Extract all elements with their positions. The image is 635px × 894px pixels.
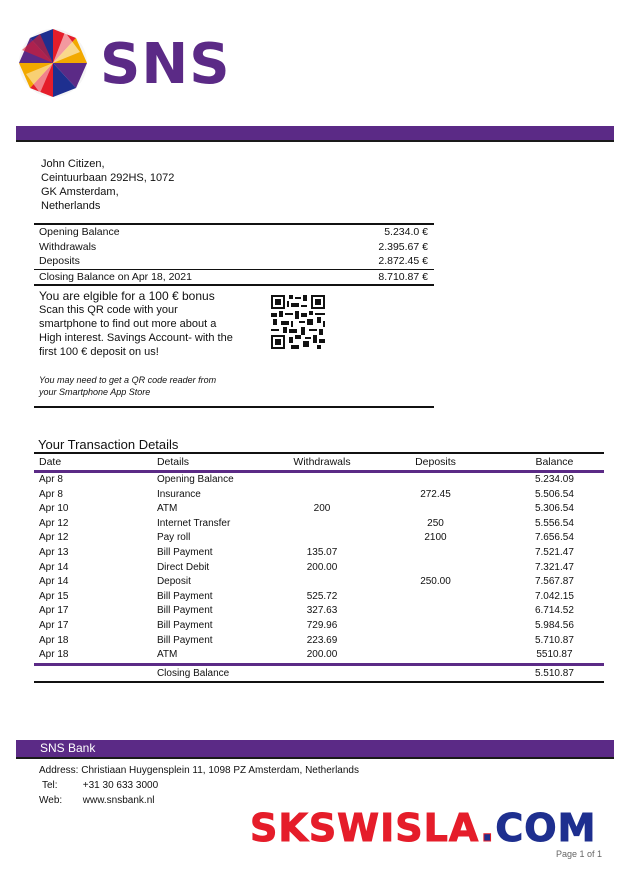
summary-row bbox=[34, 225, 434, 240]
cell-date: Apr 14 bbox=[39, 576, 69, 588]
cell-withdrawal: 135.07 bbox=[306, 546, 338, 558]
summary-label: Opening Balance bbox=[39, 226, 120, 238]
cell-details: ATM bbox=[156, 503, 178, 515]
watermark-tld: COM bbox=[495, 806, 597, 850]
header-balance: Balance bbox=[535, 456, 574, 468]
table-row bbox=[34, 502, 604, 517]
cell-withdrawal: 200.00 bbox=[306, 649, 338, 661]
cell-date: Apr 12 bbox=[39, 532, 69, 544]
cell-date: Apr 17 bbox=[39, 605, 69, 617]
transactions-title: Your Transaction Details bbox=[38, 437, 179, 452]
promo-line: Scan this QR code with your bbox=[39, 304, 178, 316]
cell-details: Pay roll bbox=[156, 532, 191, 544]
cell-withdrawal: 729.96 bbox=[306, 619, 338, 631]
cell-withdrawal bbox=[278, 517, 366, 532]
summary-label: Closing Balance on Apr 18, 2021 bbox=[39, 270, 192, 283]
cell-balance: 5510.87 bbox=[536, 649, 573, 661]
cell-balance: 5.234.09 bbox=[534, 474, 574, 485]
closing-spacer bbox=[366, 666, 505, 681]
customer-country: Netherlands bbox=[41, 200, 101, 212]
cell-balance: 7.567.87 bbox=[534, 576, 574, 588]
header-details: Details bbox=[156, 456, 190, 468]
table-row bbox=[34, 575, 604, 590]
customer-street: Ceintuurbaan 292HS, 1072 bbox=[41, 172, 175, 184]
summary-value: 5.234.0 € bbox=[384, 226, 428, 238]
customer-name: John Citizen, bbox=[41, 158, 105, 170]
cell-deposit bbox=[366, 473, 505, 488]
summary-row-closing bbox=[34, 269, 434, 285]
promo-text bbox=[39, 289, 259, 359]
summary-label: Withdrawals bbox=[39, 240, 97, 253]
cell-balance: 6.714.52 bbox=[534, 605, 574, 617]
table-row bbox=[34, 604, 604, 619]
tel-value: +31 30 633 3000 bbox=[82, 780, 159, 791]
cell-balance: 7.656.54 bbox=[534, 532, 574, 544]
closing-label: Closing Balance bbox=[156, 667, 230, 679]
cell-details: Insurance bbox=[156, 488, 201, 500]
footer-bank-name: SNS Bank bbox=[40, 741, 96, 755]
customer-city: GK Amsterdam, bbox=[41, 186, 119, 198]
footer-address-row bbox=[39, 763, 359, 778]
footer-tel-row bbox=[39, 778, 359, 793]
cell-deposit bbox=[366, 619, 505, 634]
cell-deposit bbox=[366, 590, 505, 605]
cell-date: Apr 18 bbox=[39, 649, 69, 661]
header-deposits: Deposits bbox=[415, 456, 456, 468]
sns-logo-icon bbox=[18, 28, 88, 98]
watermark bbox=[250, 806, 596, 850]
cell-withdrawal: 223.69 bbox=[306, 634, 338, 646]
cell-balance: 5.506.54 bbox=[534, 488, 574, 500]
table-row bbox=[34, 488, 604, 503]
cell-balance: 7.321.47 bbox=[534, 561, 574, 573]
table-row bbox=[34, 473, 604, 488]
header-bar bbox=[16, 126, 614, 142]
promo-note-line: your Smartphone App Store bbox=[39, 387, 151, 397]
cell-withdrawal bbox=[278, 531, 366, 546]
closing-spacer bbox=[278, 666, 366, 681]
summary-value: 2.872.45 € bbox=[378, 255, 428, 267]
summary-row bbox=[34, 254, 434, 269]
promo-line: High interest. Savings Account- with the bbox=[39, 332, 233, 344]
cell-balance: 5.306.54 bbox=[534, 503, 574, 515]
cell-details: Bill Payment bbox=[156, 619, 213, 631]
web-link[interactable]: www.snsbank.nl bbox=[82, 795, 155, 806]
summary-value: 2.395.67 € bbox=[378, 240, 428, 253]
cell-date: Apr 18 bbox=[39, 634, 69, 646]
cell-details: Deposit bbox=[156, 576, 191, 588]
cell-deposit: 250 bbox=[427, 517, 444, 529]
cell-balance: 5.556.54 bbox=[534, 517, 574, 529]
cell-withdrawal: 327.63 bbox=[306, 605, 338, 617]
cell-deposit bbox=[366, 634, 505, 649]
transactions-table bbox=[34, 452, 604, 683]
cell-withdrawal bbox=[278, 473, 366, 488]
cell-date: Apr 13 bbox=[39, 546, 69, 558]
cell-withdrawal: 200 bbox=[313, 503, 331, 515]
balance-summary bbox=[34, 223, 434, 286]
cell-details: Internet Transfer bbox=[156, 517, 231, 529]
cell-balance: 7.042.15 bbox=[534, 590, 574, 602]
customer-address bbox=[41, 157, 174, 213]
cell-deposit bbox=[366, 561, 505, 576]
address-value: Christiaan Huygensplein 11, 1098 PZ Amsterdam, Netherlands bbox=[81, 765, 359, 776]
web-label: Web: bbox=[39, 795, 63, 806]
watermark-main: SKSWISLA bbox=[250, 806, 480, 850]
table-row bbox=[34, 648, 604, 663]
cell-balance: 7.521.47 bbox=[534, 546, 574, 558]
cell-date: Apr 8 bbox=[39, 474, 63, 485]
promo-box bbox=[34, 286, 434, 408]
cell-details: Direct Debit bbox=[156, 561, 210, 573]
promo-note bbox=[39, 374, 216, 398]
table-row bbox=[34, 619, 604, 634]
cell-details: Bill Payment bbox=[156, 634, 213, 646]
cell-balance: 5.710.87 bbox=[534, 634, 574, 646]
cell-withdrawal bbox=[278, 488, 366, 503]
cell-date: Apr 15 bbox=[39, 590, 69, 602]
table-row bbox=[34, 517, 604, 532]
summary-value: 8.710.87 € bbox=[378, 270, 428, 283]
cell-details: Bill Payment bbox=[156, 590, 213, 602]
promo-line: first 100 € deposit on us! bbox=[39, 346, 159, 358]
cell-deposit bbox=[366, 502, 505, 517]
summary-row bbox=[34, 240, 434, 255]
watermark-dot: . bbox=[479, 806, 496, 850]
cell-deposit bbox=[366, 604, 505, 619]
tel-label: Tel: bbox=[42, 780, 58, 791]
promo-note-line: You may need to get a QR code reader from bbox=[39, 375, 217, 385]
closing-value: 5.510.87 bbox=[534, 667, 574, 679]
header-withdrawals: Withdrawals bbox=[293, 456, 351, 468]
table-header bbox=[34, 454, 604, 473]
cell-withdrawal: 525.72 bbox=[306, 590, 338, 602]
cell-deposit: 272.45 bbox=[420, 488, 451, 500]
promo-line: smartphone to find out more about a bbox=[39, 318, 217, 330]
header-date: Date bbox=[39, 456, 62, 468]
cell-deposit: 250.00 bbox=[420, 576, 451, 588]
table-row bbox=[34, 546, 604, 561]
cell-date: Apr 10 bbox=[39, 503, 69, 515]
cell-date: Apr 17 bbox=[39, 619, 69, 631]
cell-deposit bbox=[366, 648, 505, 663]
cell-deposit: 2100 bbox=[424, 532, 447, 544]
cell-details: Opening Balance bbox=[156, 474, 234, 485]
closing-row bbox=[34, 663, 604, 681]
cell-details: ATM bbox=[156, 649, 178, 661]
footer-info bbox=[39, 763, 359, 808]
brand-name: SNS bbox=[100, 32, 231, 97]
qr-code-icon[interactable] bbox=[271, 295, 325, 349]
table-body bbox=[34, 473, 604, 663]
table-row bbox=[34, 590, 604, 605]
cell-details: Bill Payment bbox=[156, 546, 213, 558]
cell-withdrawal bbox=[278, 575, 366, 590]
promo-title: You are elgible for a 100 € bonus bbox=[39, 289, 215, 303]
address-label: Address: bbox=[39, 765, 79, 776]
cell-date: Apr 8 bbox=[39, 488, 63, 500]
cell-balance: 5.984.56 bbox=[534, 619, 574, 631]
footer-bar bbox=[16, 740, 614, 759]
table-row bbox=[34, 634, 604, 649]
table-row bbox=[34, 531, 604, 546]
cell-details: Bill Payment bbox=[156, 605, 213, 617]
summary-label: Deposits bbox=[39, 255, 80, 267]
cell-withdrawal: 200.00 bbox=[306, 561, 338, 573]
cell-date: Apr 14 bbox=[39, 561, 69, 573]
table-row bbox=[34, 561, 604, 576]
page-number: Page 1 of 1 bbox=[556, 849, 603, 859]
cell-date: Apr 12 bbox=[39, 517, 69, 529]
closing-spacer bbox=[34, 666, 157, 681]
cell-deposit bbox=[366, 546, 505, 561]
